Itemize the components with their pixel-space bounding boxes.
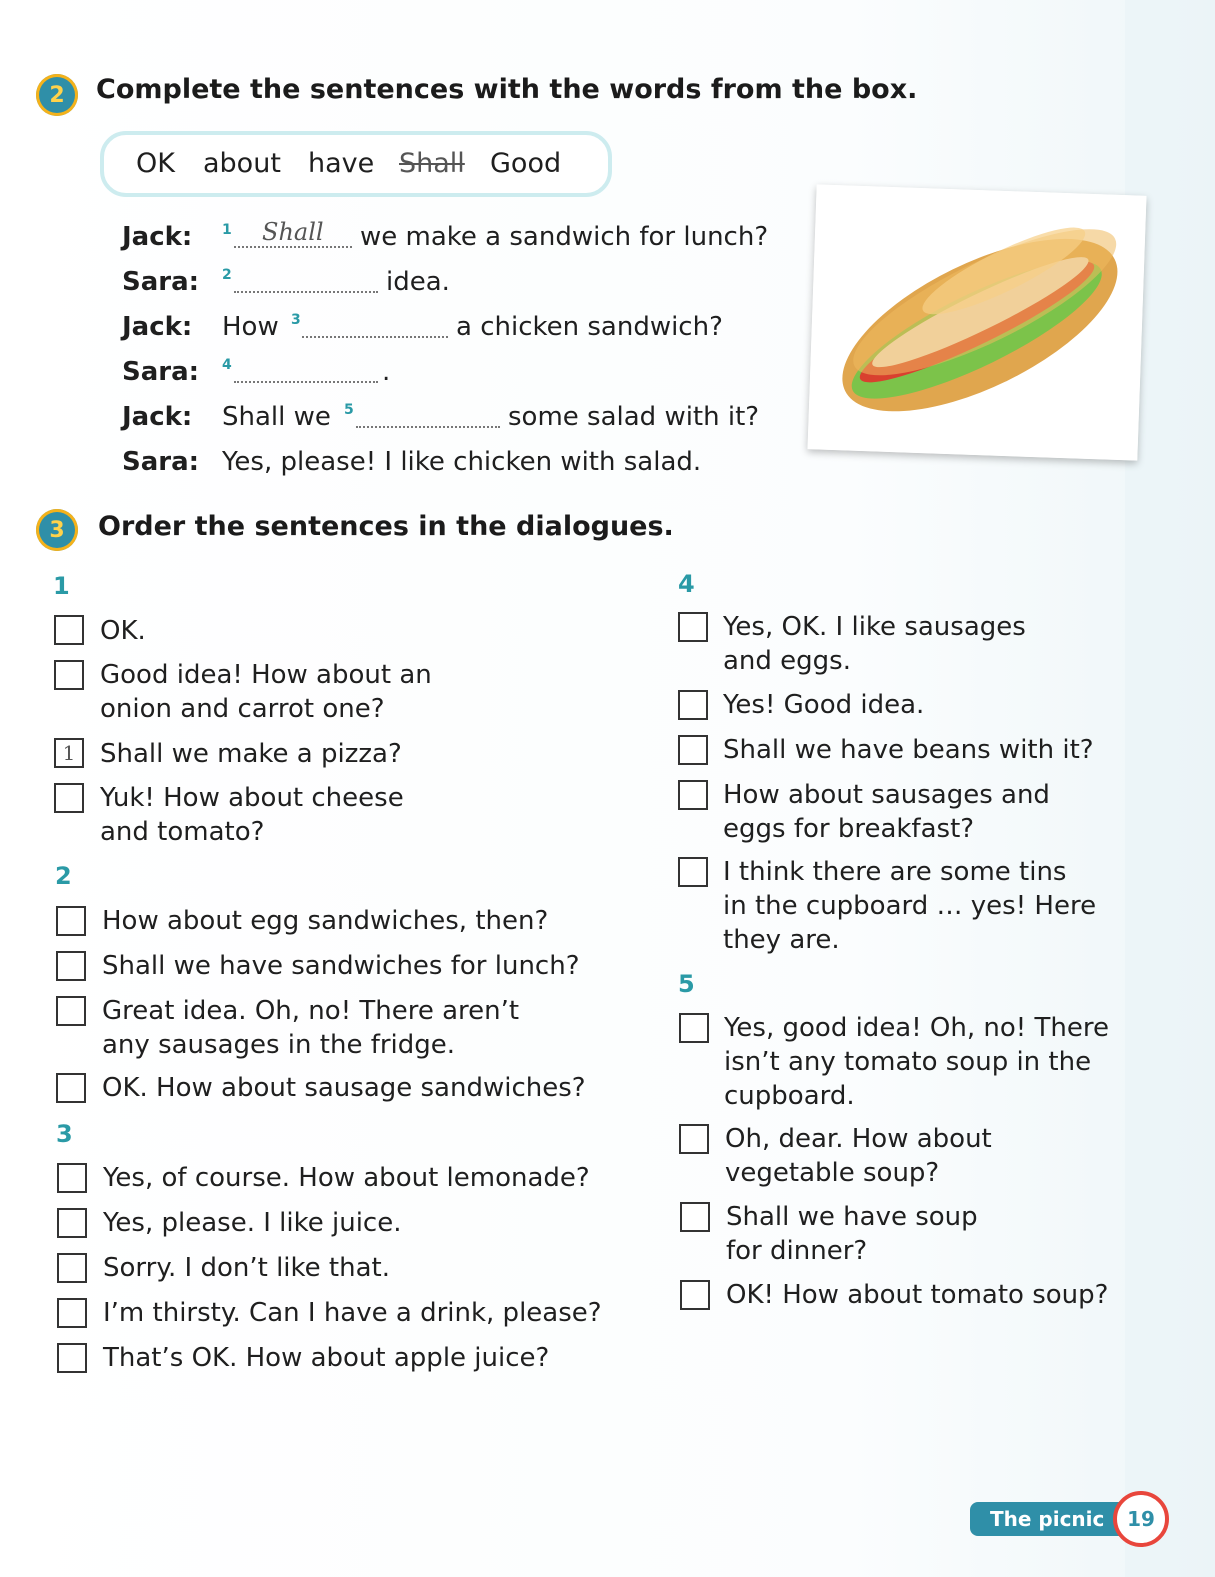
gap-number: 2	[222, 267, 232, 283]
order-checkbox[interactable]	[678, 857, 708, 887]
order-checkbox[interactable]	[678, 735, 708, 765]
order-checkbox[interactable]	[56, 951, 86, 981]
dialogue-sentence: Yes! Good idea.	[723, 690, 925, 720]
gap-number: 3	[291, 312, 301, 328]
word-have: have	[308, 148, 375, 179]
dialogue-sentence: I’m thirsty. Can I have a drink, please?	[103, 1298, 602, 1328]
order-checkbox[interactable]	[678, 780, 708, 810]
exercise-2-title: Complete the sentences with the words from the box.	[96, 74, 918, 105]
order-checkbox[interactable]	[678, 690, 708, 720]
gap-number: 4	[222, 357, 232, 373]
speaker-jack: Jack:	[122, 312, 193, 342]
dialogue-sentence: Shall we have soup for dinner?	[726, 1202, 978, 1266]
order-checkbox[interactable]	[57, 1163, 87, 1193]
dialogue-sentence: Oh, dear. How about vegetable soup?	[725, 1124, 992, 1188]
page-number: 19	[1113, 1491, 1169, 1547]
gap-number: 1	[222, 222, 232, 238]
dialogue-sentence: Good idea! How about an onion and carrot one?	[100, 660, 432, 724]
dialogue-sentence: That’s OK. How about apple juice?	[103, 1343, 550, 1373]
order-checkbox[interactable]	[56, 906, 86, 936]
unit-title: The picnic	[990, 1507, 1105, 1531]
unit-title-badge	[970, 1502, 1120, 1536]
dialogue-sentence: OK! How about tomato soup?	[726, 1280, 1109, 1310]
dialogue-text: How	[222, 312, 279, 342]
dialogue-sentence: Yuk! How about cheese and tomato?	[100, 783, 404, 847]
word-good: Good	[490, 148, 562, 179]
dialogue-sentence: Shall we have sandwiches for lunch?	[102, 951, 580, 981]
sandwich-illustration	[807, 184, 1146, 460]
dialogue-group-number: 3	[56, 1120, 73, 1148]
dialogue-sentence: Yes, please. I like juice.	[103, 1208, 402, 1238]
exercise-3-title: Order the sentences in the dialogues.	[98, 511, 674, 542]
speaker-jack: Jack:	[122, 402, 193, 432]
dialogue-text: .	[382, 357, 391, 387]
dialogue-group-number: 1	[53, 572, 70, 600]
order-checkbox[interactable]	[57, 1253, 87, 1283]
order-checkbox[interactable]	[56, 1073, 86, 1103]
answer-blank[interactable]	[302, 336, 448, 338]
exercise-3-number: 3	[36, 509, 78, 551]
order-checkbox[interactable]	[54, 660, 84, 690]
order-checkbox[interactable]	[57, 1208, 87, 1238]
speaker-sara: Sara:	[122, 357, 200, 387]
order-checkbox[interactable]	[679, 1124, 709, 1154]
dialogue-text: a chicken sandwich?	[456, 312, 723, 342]
speaker-jack: Jack:	[122, 222, 193, 252]
dialogue-sentence: I think there are some tins in the cupboard … yes! Here they are.	[723, 857, 1097, 955]
order-checkbox[interactable]	[57, 1343, 87, 1373]
word-ok: OK	[136, 148, 175, 179]
dialogue-text: we make a sandwich for lunch?	[360, 222, 769, 252]
dialogue-text: Shall we	[222, 402, 331, 432]
dialogue-sentence: Yes, OK. I like sausages and eggs.	[723, 612, 1026, 676]
order-checkbox[interactable]: 1	[54, 738, 84, 768]
order-checkbox[interactable]	[54, 783, 84, 813]
order-checkbox[interactable]	[680, 1280, 710, 1310]
order-checkbox[interactable]	[54, 615, 84, 645]
dialogue-group-number: 2	[55, 862, 72, 890]
dialogue-sentence: Sorry. I don’t like that.	[103, 1253, 390, 1283]
answer-blank[interactable]	[234, 291, 378, 293]
order-checkbox[interactable]	[679, 1013, 709, 1043]
answer-blank[interactable]	[356, 426, 500, 428]
word-shall-crossed: Shall	[399, 148, 465, 179]
answer-blank[interactable]	[234, 246, 352, 248]
dialogue-group-number: 4	[678, 570, 695, 598]
gap-number: 5	[344, 402, 354, 418]
dialogue-sentence: Yes, good idea! Oh, no! There isn’t any tomato soup in the cupboard.	[724, 1013, 1109, 1111]
speaker-sara: Sara:	[122, 267, 200, 297]
dialogue-group-number: 5	[678, 970, 695, 998]
dialogue-text: some salad with it?	[508, 402, 760, 432]
dialogue-sentence: Shall we make a pizza?	[100, 739, 402, 769]
order-checkbox[interactable]	[680, 1202, 710, 1232]
dialogue-sentence: Shall we have beans with it?	[723, 735, 1094, 765]
sandwich-photo	[807, 184, 1146, 460]
dialogue-sentence: Great idea. Oh, no! There aren’t any sausages in the fridge.	[102, 996, 520, 1060]
order-checkbox[interactable]	[678, 612, 708, 642]
dialogue-sentence: Yes, of course. How about lemonade?	[103, 1163, 590, 1193]
dialogue-text: idea.	[386, 267, 450, 297]
dialogue-sentence: How about egg sandwiches, then?	[102, 906, 549, 936]
dialogue-sentence: How about sausages and eggs for breakfast?	[723, 780, 1050, 844]
word-about: about	[203, 148, 281, 179]
dialogue-text: Yes, please! I like chicken with salad.	[222, 447, 702, 477]
dialogue-sentence: OK.	[100, 616, 146, 646]
dialogue-sentence: OK. How about sausage sandwiches?	[102, 1073, 586, 1103]
order-checkbox[interactable]	[56, 996, 86, 1026]
filled-answer: Shall	[262, 218, 324, 246]
speaker-sara: Sara:	[122, 447, 200, 477]
order-checkbox[interactable]	[57, 1298, 87, 1328]
exercise-2-number: 2	[36, 74, 78, 116]
answer-blank[interactable]	[234, 381, 378, 383]
